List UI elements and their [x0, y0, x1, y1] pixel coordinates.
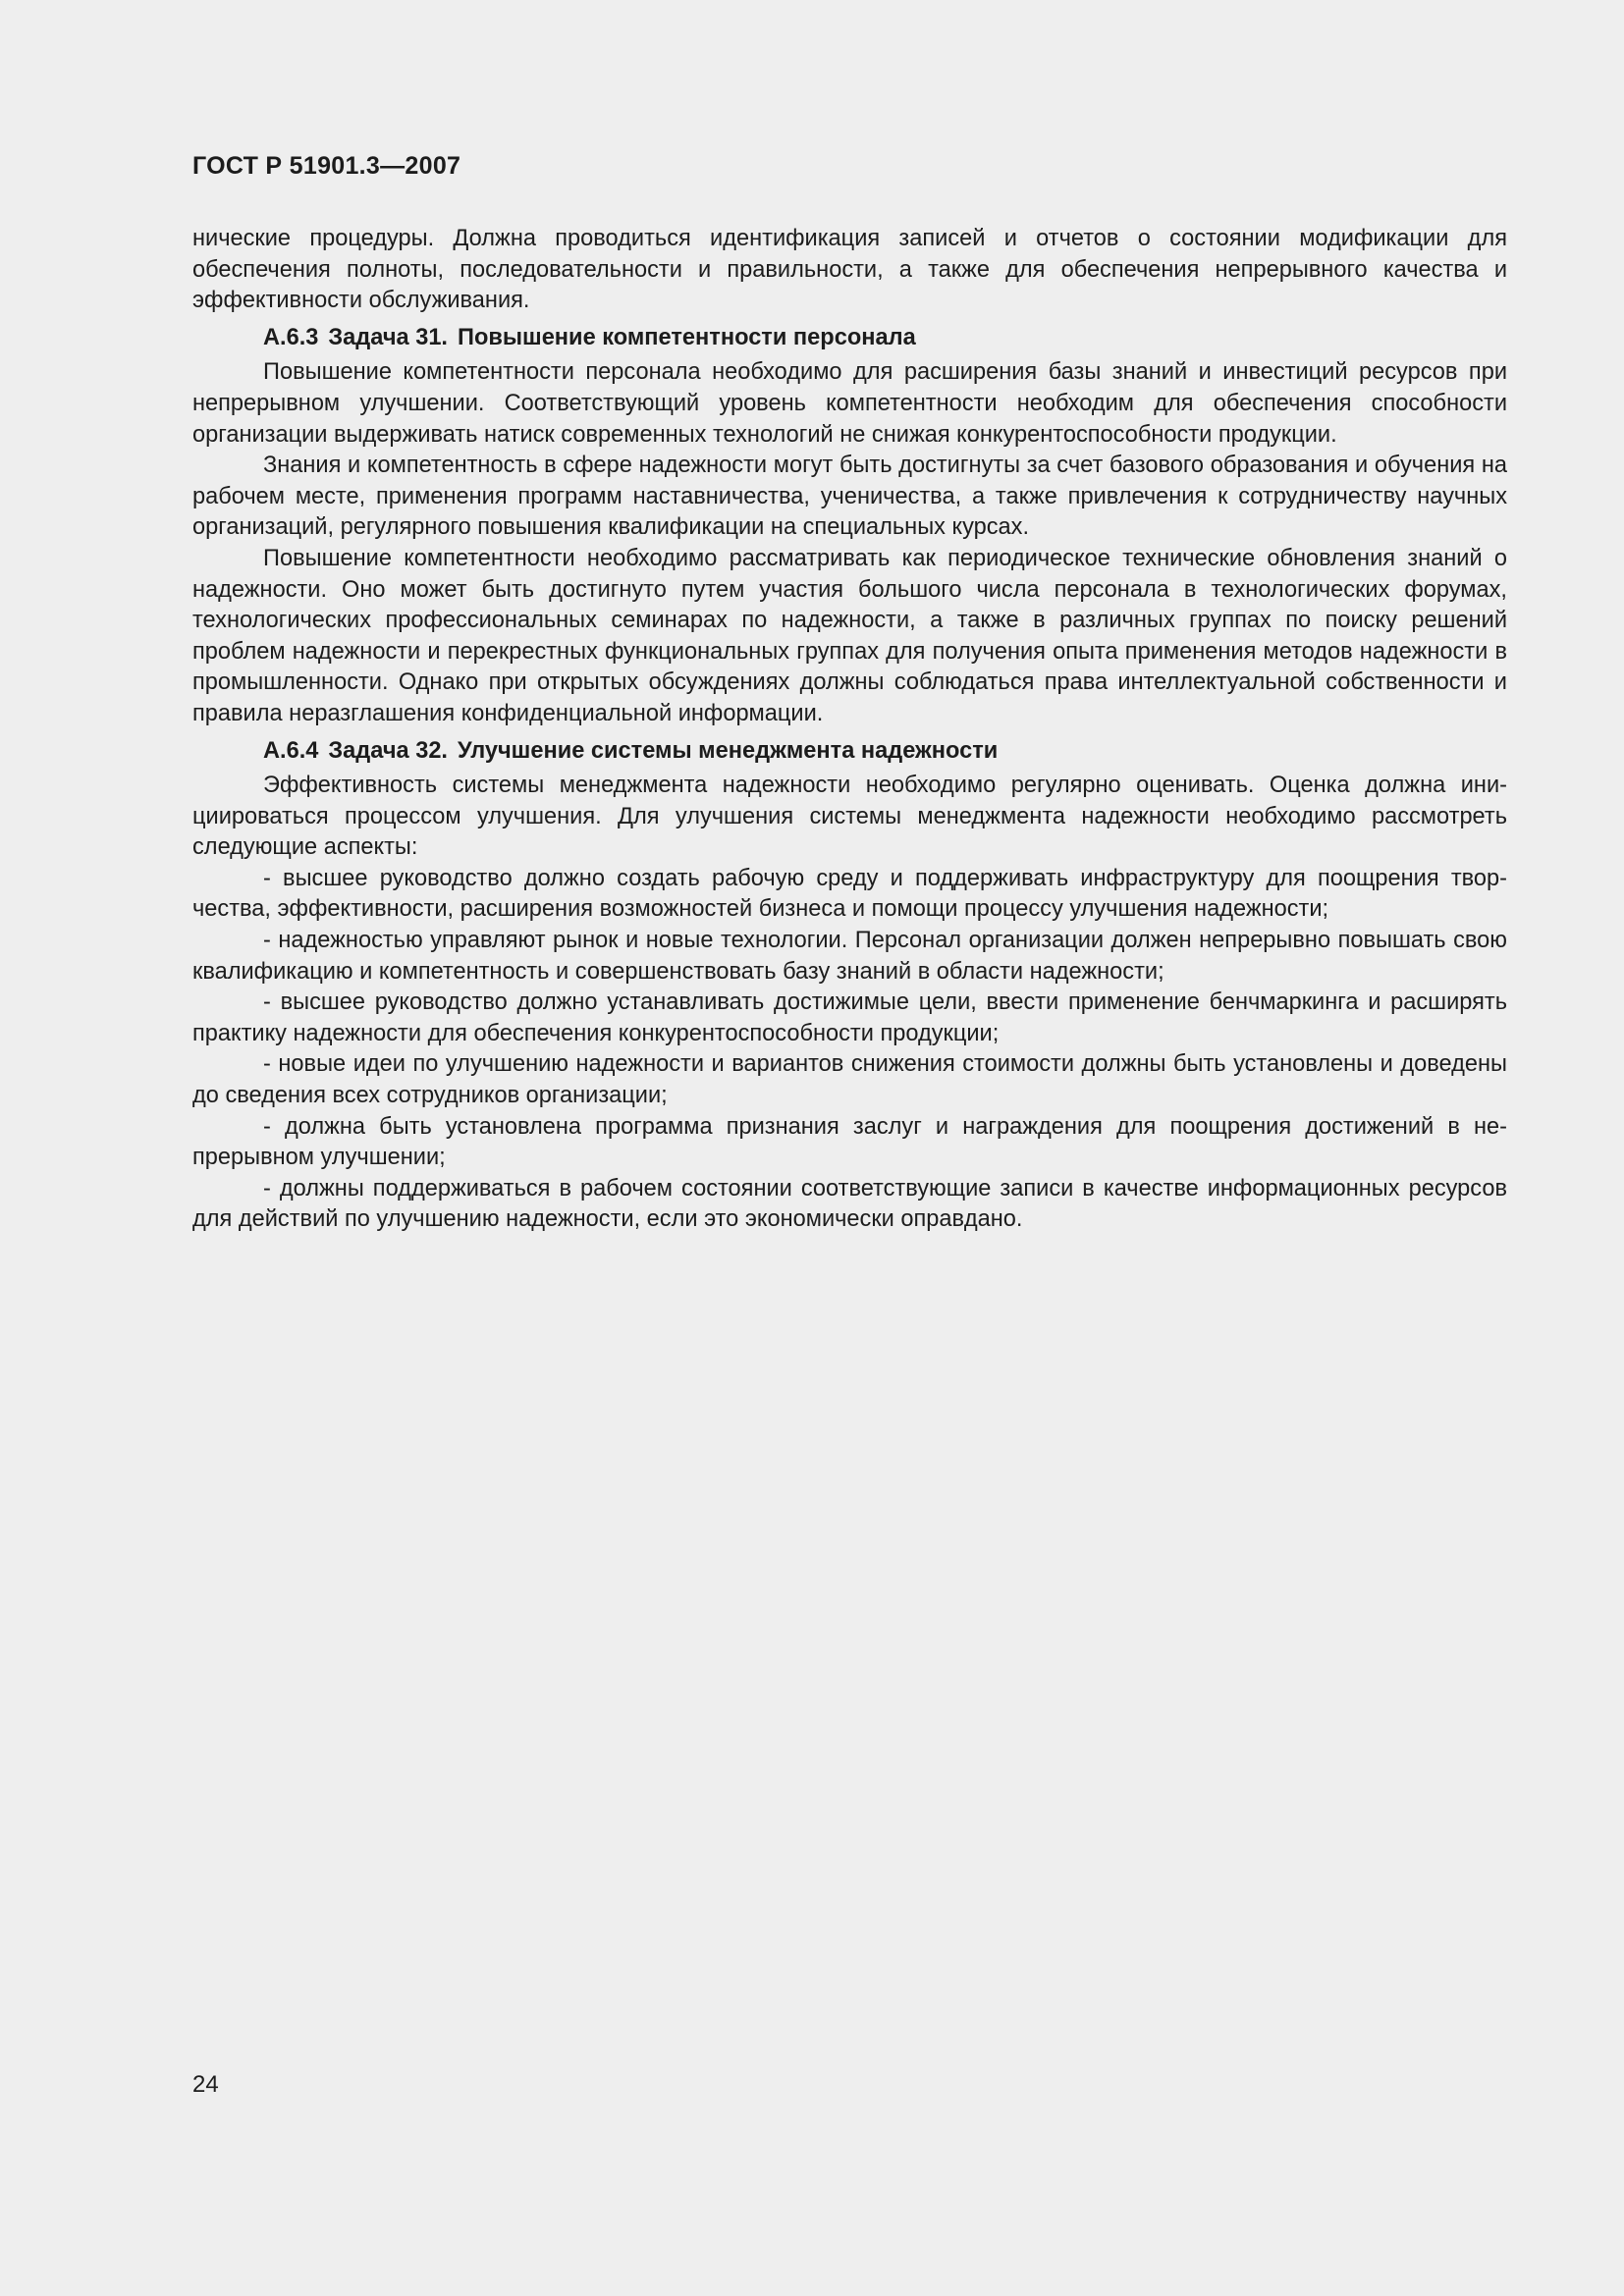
page-number: 24: [192, 2071, 219, 2098]
list-item: - новые идеи по улучшению надежности и вариантов снижения стоимости должны быть установлены и доведены до сведения всех сотрудников организации;: [192, 1051, 1507, 1109]
list-item: - должны поддерживаться в рабочем состоянии соответствующие записи в качестве информационных ресурсов для действий по улучшению надежности, если это экономически оправдано.: [192, 1175, 1507, 1233]
continuation-paragraph: нические процедуры. Должна проводиться идентификация записей и отчетов о состоянии модификации для обеспечения полноты, последовательности и правильности, а также для обеспечения непрерывного качества и эффективности обслуживания.: [192, 226, 1507, 314]
document-header: ГОСТ Р 51901.3—2007: [192, 152, 461, 180]
section-task: Задача 31.: [328, 324, 448, 350]
paragraph: Знания и компетентность в сфере надежности могут быть достигнуты за счет базового образования и обучения на рабочем месте, применения программ наставничества, ученичества, а также привлечения к сотрудничеству научных организаций, регулярного повышения квалификации на специальных курсах.: [192, 453, 1507, 541]
paragraph: Повышение компетентности необходимо рассматривать как периодическое технические обновления знаний о надежности. Оно может быть достигнуто путем участия большого числа персонала в технологических форумах, технологических профессиональных семинарах по надежности, а также в различных группах по поиску решений проблем надежности и перекрестных функциональных группах для получения опыта применения методов надежности в промышленности. Однако при открытых обсуждениях должны соблюдаться права интеллектуальной собственности и правила неразглашения конфиденциальной информации.: [192, 545, 1507, 726]
section-heading-a64: [192, 736, 1507, 768]
section-heading-a63: [192, 323, 1507, 354]
paragraph: Эффективность системы менеджмента надежности необходимо регулярно оценивать. Оценка должна инициироваться процессом улучшения. Для улучшения системы менеджмента надежности необходимо рассмотреть следующие аспекты:: [192, 773, 1507, 861]
list-item: - высшее руководство должно устанавливать достижимые цели, ввести применение бенчмаркинга и расширять практику надежности для обеспечения конкурентоспособности продукции;: [192, 989, 1507, 1046]
section-title: Повышение компетентности персонала: [458, 324, 916, 350]
section-number: А.6.3: [263, 324, 319, 350]
section-title: Улучшение системы менеджмента надежности: [458, 737, 999, 764]
section-number: А.6.4: [263, 737, 319, 764]
document-body: [192, 224, 1507, 1236]
list-item: - высшее руководство должно создать рабочую среду и поддерживать инфраструктуру для поощрения творчества, эффективности, расширения возможностей бизнеса и помощи процессу улучшения надежности;: [192, 865, 1507, 923]
section-task: Задача 32.: [328, 737, 448, 764]
paragraph: Повышение компетентности персонала необходимо для расширения базы знаний и инвестиций ресурсов при непрерывном улучшении. Соответствующий уровень компетентности необходим для обеспечения способности организации выдерживать натиск современных технологий не снижая конкурентоспособности продукции.: [192, 359, 1507, 448]
list-item: - надежностью управляют рынок и новые технологии. Персонал организации должен непрерывно повышать свою квалификацию и компетентность и совершенствовать базу знаний в области надежности;: [192, 928, 1507, 985]
list-item: - должна быть установлена программа признания заслуг и награждения для поощрения достижений в непрерывном улучшении;: [192, 1113, 1507, 1171]
